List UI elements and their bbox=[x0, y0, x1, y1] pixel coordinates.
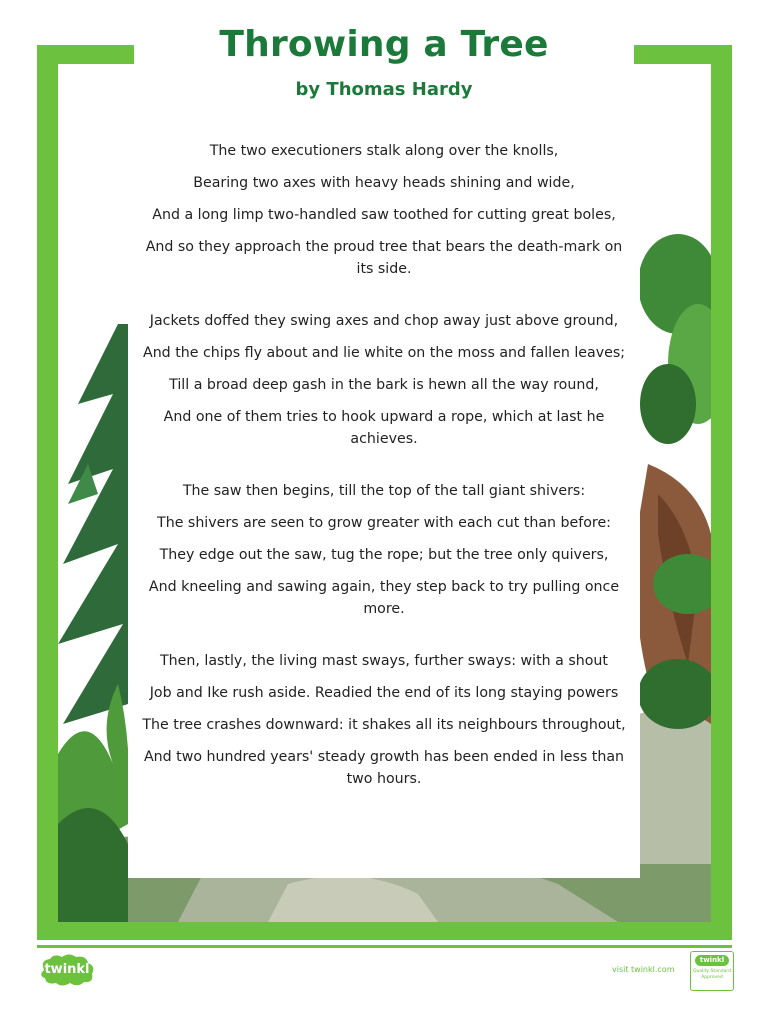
poem-line: Till a broad deep gash in the bark is hewn all the way round, bbox=[169, 377, 599, 393]
frame-left-border bbox=[37, 45, 58, 940]
badge-text: Quality Standard Approved bbox=[693, 969, 731, 980]
poem-line: They edge out the saw, tug the rope; but the tree only quivers, bbox=[159, 547, 609, 563]
poem-body bbox=[138, 140, 630, 820]
poem-line: And kneeling and sawing again, they step back to try pulling once more. bbox=[148, 579, 620, 617]
quality-badge bbox=[690, 951, 734, 991]
page-title: Throwing a Tree bbox=[219, 24, 549, 65]
poem-line: Bearing two axes with heavy heads shining and wide, bbox=[193, 175, 575, 191]
poem-line: Job and Ike rush aside. Readied the end of its long staying powers bbox=[149, 685, 619, 701]
poem-line: And so they approach the proud tree that bears the death-mark on its side. bbox=[145, 239, 623, 277]
author-byline: by Thomas Hardy bbox=[295, 79, 473, 100]
poem-line: The shivers are seen to grow greater with each cut than before: bbox=[157, 515, 611, 531]
poem-line: And a long limp two-handled saw toothed for cutting great boles, bbox=[152, 207, 616, 223]
badge-title: twinkl bbox=[695, 955, 729, 966]
poem-line: Jackets doffed they swing axes and chop away just above ground, bbox=[149, 313, 619, 329]
poem-line: The saw then begins, till the top of the tall giant shivers: bbox=[182, 483, 586, 499]
poem-line: And the chips fly about and lie white on the moss and fallen leaves; bbox=[142, 345, 626, 361]
poem-line: And one of them tries to hook upward a rope, which at last he achieves. bbox=[163, 409, 605, 447]
stanza-3 bbox=[138, 480, 630, 620]
poem-line: The two executioners stalk along over the knolls, bbox=[209, 143, 559, 159]
frame-right-border bbox=[711, 45, 732, 940]
poem-line: The tree crashes downward: it shakes all its neighbours throughout, bbox=[142, 717, 626, 733]
twinkl-logo-text: twinkl bbox=[44, 962, 90, 977]
stanza-1 bbox=[138, 140, 630, 280]
poem-line: And two hundred years' steady growth has been ended in less than two hours. bbox=[143, 749, 625, 787]
stanza-4 bbox=[138, 650, 630, 790]
footer-url-link[interactable]: visit twinkl.com bbox=[612, 965, 675, 974]
stanza-2 bbox=[138, 310, 630, 450]
poem-line: Then, lastly, the living mast sways, further sways: with a shout bbox=[160, 653, 608, 669]
frame-bottom-border bbox=[37, 922, 732, 940]
footer-divider bbox=[37, 945, 732, 948]
